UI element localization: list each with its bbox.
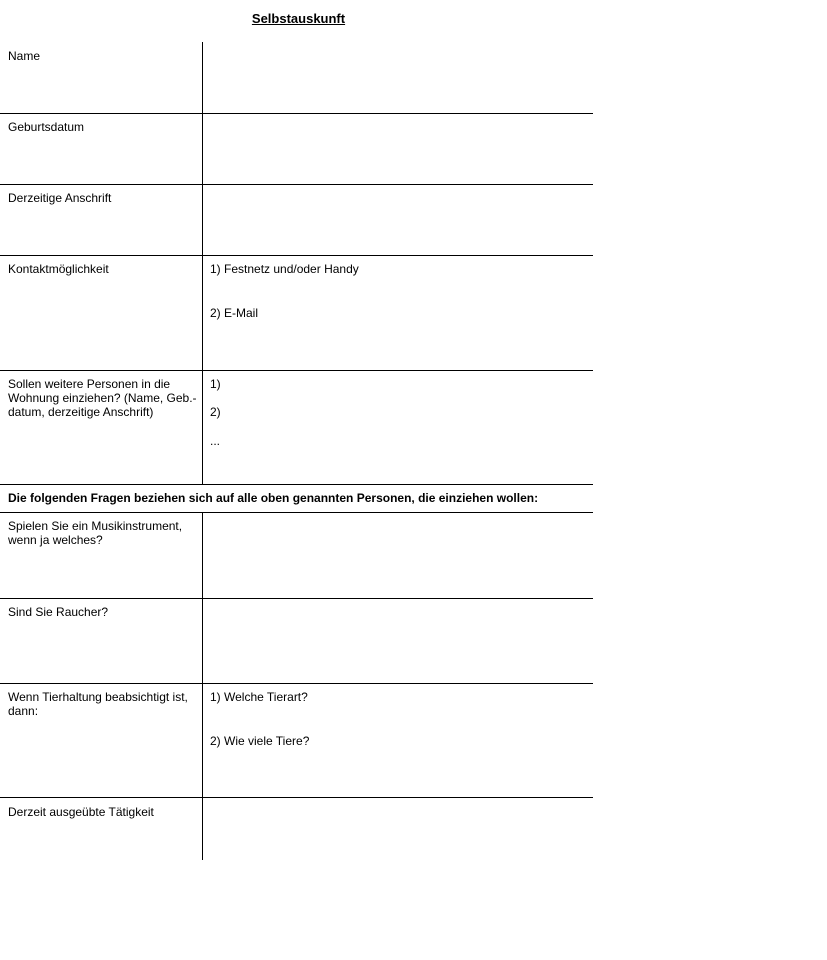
value-festnetz: 1) Festnetz und/oder Handy bbox=[210, 262, 359, 276]
column-divider-bottom bbox=[202, 512, 203, 860]
value-person-2: 2) bbox=[210, 405, 221, 419]
section-heading: Die folgenden Fragen beziehen sich auf alle oben genannten Personen, die einziehen wollen: bbox=[8, 491, 539, 505]
label-name: Name bbox=[8, 49, 41, 63]
page-title: Selbstauskunft bbox=[251, 11, 346, 26]
label-tierhaltung: Wenn Tierhaltung beabsichtigt ist, dann: bbox=[8, 690, 188, 718]
value-tierart: 1) Welche Tierart? bbox=[210, 690, 308, 704]
label-taetigkeit: Derzeit ausgeübte Tätigkeit bbox=[8, 805, 154, 819]
row-divider bbox=[0, 512, 593, 513]
row-divider bbox=[0, 484, 593, 485]
label-anschrift: Derzeitige Anschrift bbox=[8, 191, 112, 205]
value-email: 2) E-Mail bbox=[210, 306, 259, 320]
row-divider bbox=[0, 598, 593, 599]
label-kontakt: Kontaktmöglichkeit bbox=[8, 262, 109, 276]
row-divider bbox=[0, 370, 593, 371]
row-divider bbox=[0, 255, 593, 256]
label-weitere-personen: Sollen weitere Personen in die Wohnung einziehen? (Name, Geb.-datum, derzeitige Anschrift) bbox=[8, 377, 197, 419]
value-anzahl-tiere: 2) Wie viele Tiere? bbox=[210, 734, 310, 748]
label-geburtsdatum: Geburtsdatum bbox=[8, 120, 85, 134]
row-divider bbox=[0, 797, 593, 798]
column-divider-top bbox=[202, 42, 203, 485]
row-divider bbox=[0, 113, 593, 114]
value-person-1: 1) bbox=[210, 377, 221, 391]
label-musikinstrument: Spielen Sie ein Musikinstrument, wenn ja welches? bbox=[8, 519, 183, 547]
row-divider bbox=[0, 184, 593, 185]
value-person-more: ... bbox=[210, 434, 221, 448]
row-divider bbox=[0, 683, 593, 684]
label-raucher: Sind Sie Raucher? bbox=[8, 605, 109, 619]
